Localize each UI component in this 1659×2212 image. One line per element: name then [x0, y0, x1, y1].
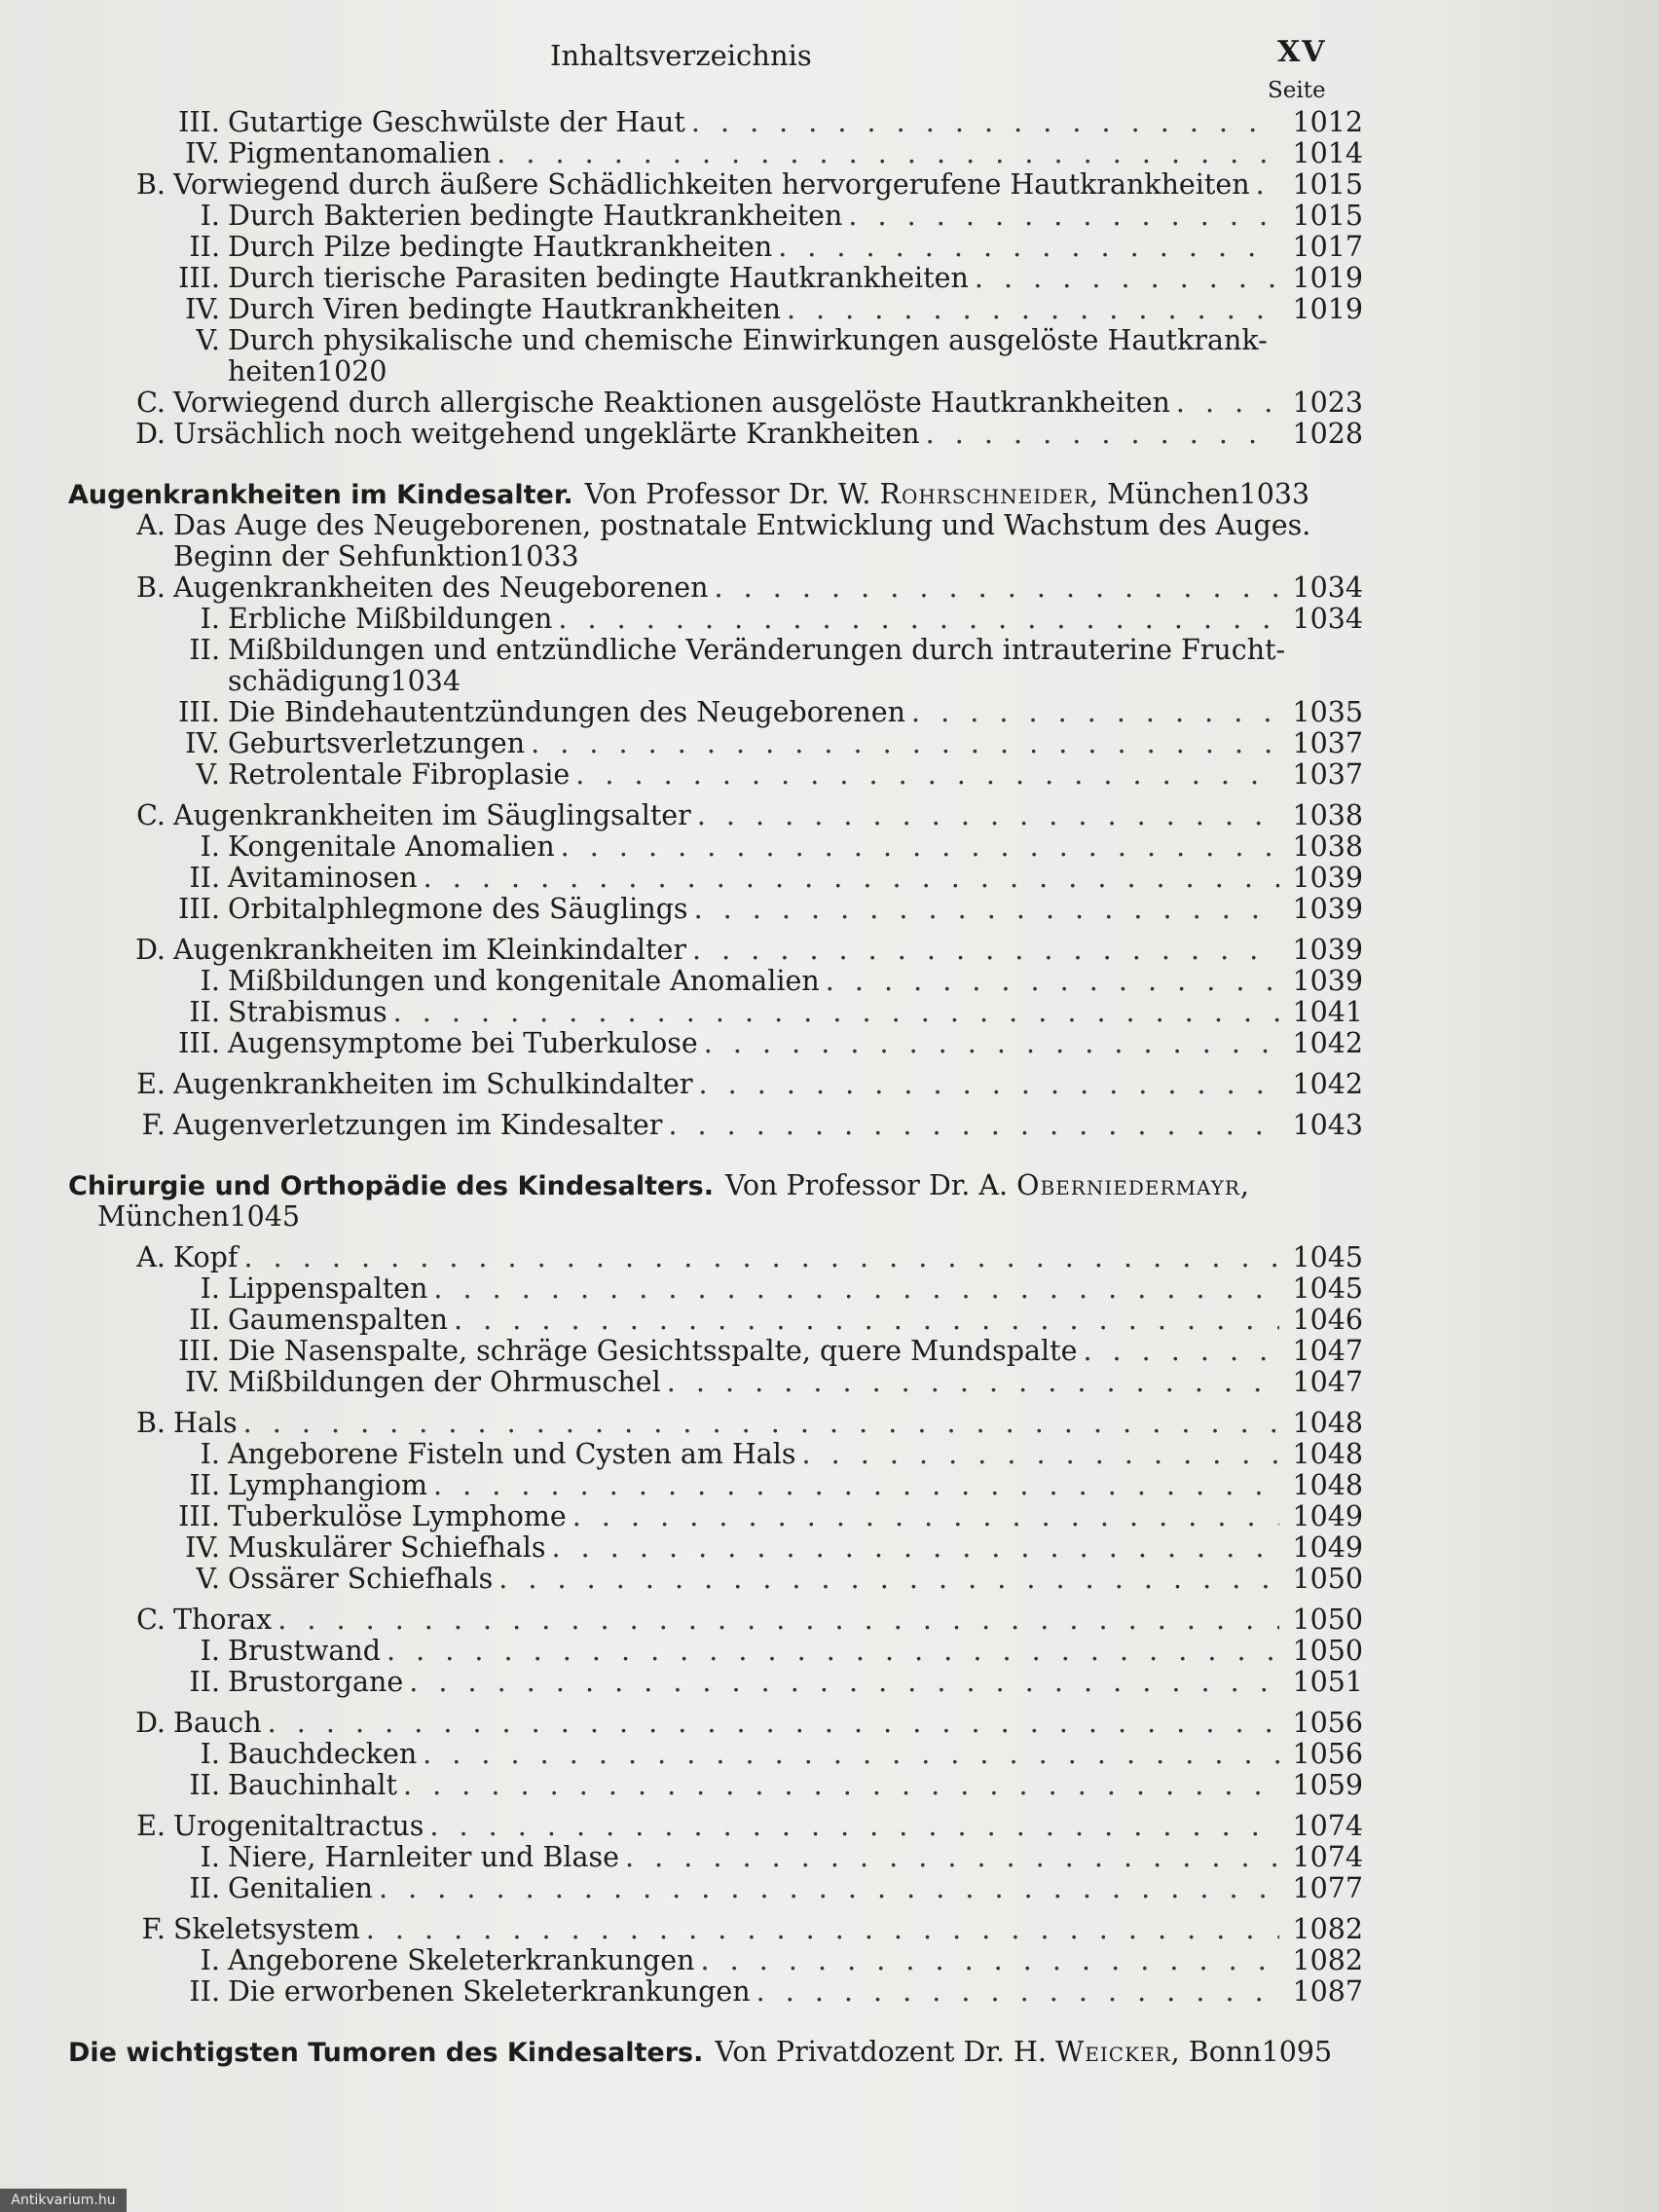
entry-page: 1048 — [1292, 1407, 1363, 1439]
entry-title: Augenkrankheiten im Schulkindalter — [173, 1068, 693, 1100]
toc-entry — [68, 1532, 1363, 1564]
chapter-title: Chirurgie und Orthopädie des Kindesalters. — [68, 1171, 714, 1201]
entry-page: 1019 — [1292, 262, 1363, 294]
toc-entry — [68, 1470, 1363, 1501]
entry-title: Bauchdecken — [228, 1738, 418, 1770]
entry-title: Brustwand — [228, 1635, 381, 1667]
entry-page: 1042 — [1292, 1068, 1363, 1100]
entry-title: Strabismus — [228, 996, 387, 1028]
toc-entry — [68, 1069, 1363, 1100]
entry-title: Muskulärer Schiefhals — [228, 1531, 546, 1564]
chapter-title: Die wichtigsten Tumoren des Kindesalters. — [68, 2038, 704, 2068]
chapter-tumoren — [68, 2037, 1363, 2068]
toc-entry-continuation: Beginn der Sehfunktion 1033 — [173, 540, 579, 572]
entry-number: III. — [178, 1027, 220, 1059]
toc-entry — [68, 1604, 1363, 1636]
toc-entry-continuation: schädigung 1034 — [228, 665, 461, 697]
toc-entry — [68, 1945, 1363, 1976]
entry-title: Ossärer Schiefhals — [228, 1563, 494, 1595]
entry-title: Niere, Harnleiter und Blase — [228, 1841, 620, 1873]
entry-page: 1039 — [1292, 862, 1363, 894]
entry-page: 1082 — [1292, 1944, 1363, 1976]
entry-page: 1051 — [1292, 1666, 1363, 1698]
entry-title: Hals — [173, 1407, 238, 1439]
toc-entry — [68, 966, 1363, 997]
table-of-contents — [68, 107, 1363, 2068]
entry-title: Die erworbenen Skeleterkrankungen — [228, 1975, 751, 2008]
entry-number: IV. — [185, 137, 220, 169]
entry-number: II. — [189, 1469, 220, 1501]
entry-number: B. — [135, 571, 166, 604]
toc-entry — [68, 935, 1363, 966]
toc-entry — [68, 294, 1363, 325]
entry-page: 1059 — [1292, 1769, 1363, 1801]
toc-entry — [68, 1305, 1363, 1336]
entry-number: V. — [196, 1563, 220, 1595]
entry-number: F. — [141, 1913, 166, 1945]
entry-number: II. — [189, 1304, 220, 1336]
entry-number: C. — [136, 387, 166, 419]
toc-entry — [68, 1367, 1363, 1398]
entry-number: A. — [136, 509, 166, 541]
entry-number: IV. — [185, 293, 220, 325]
entry-page: 1037 — [1292, 727, 1363, 759]
entry-number: C. — [136, 799, 166, 831]
toc-entry — [68, 169, 1363, 201]
entry-number: II. — [189, 1872, 220, 1904]
toc-entry — [68, 1976, 1363, 2008]
entry-number: II. — [189, 862, 220, 894]
toc-entry-continuation: heiten 1020 — [228, 355, 387, 387]
entry-title: Durch Viren bedingte Hautkrankheiten — [228, 293, 781, 325]
toc-entry — [68, 894, 1363, 925]
entry-number: F. — [141, 1109, 166, 1141]
entry-number: I. — [200, 965, 220, 997]
entry-number: D. — [135, 934, 166, 966]
toc-entry — [68, 1408, 1363, 1439]
entry-page: 1050 — [1292, 1604, 1363, 1636]
entry-title: Thorax — [173, 1604, 273, 1636]
toc-entry — [68, 263, 1363, 294]
entry-page: 1049 — [1292, 1500, 1363, 1532]
toc-entry — [68, 831, 1363, 863]
entry-title: Angeborene Skeleterkrankungen — [228, 1944, 695, 1976]
entry-title: Gaumenspalten — [228, 1304, 449, 1336]
chapter-author: Von Professor Dr. W. Rohrschneider, München — [584, 478, 1239, 510]
entry-title: Genitalien — [228, 1872, 373, 1904]
entry-page: 1023 — [1292, 387, 1363, 419]
toc-entry — [68, 1439, 1363, 1470]
entry-page: 1082 — [1292, 1913, 1363, 1945]
entry-page: 1046 — [1292, 1304, 1363, 1336]
entry-title: Das Auge des Neugeborenen, postnatale Entwicklung und Wachstum des Auges. — [173, 509, 1311, 541]
entry-title: Die Bindehautentzündungen des Neugeborenen — [228, 696, 905, 728]
entry-title: Lymphangiom — [228, 1469, 428, 1501]
toc-entry — [68, 387, 1363, 419]
toc-entry — [68, 1811, 1363, 1842]
toc-entry — [68, 1110, 1363, 1141]
toc-entry — [68, 1667, 1363, 1698]
entry-number: III. — [178, 893, 220, 925]
entry-number: II. — [189, 1769, 220, 1801]
page-header — [0, 35, 1659, 74]
entry-number: I. — [200, 830, 220, 863]
entry-title: Urogenitaltractus — [173, 1810, 424, 1842]
entry-title: Augensymptome bei Tuberkulose — [228, 1027, 698, 1059]
entry-page: 1043 — [1292, 1109, 1363, 1141]
toc-entry — [68, 1708, 1363, 1739]
entry-page: 1045 — [1292, 1272, 1363, 1305]
entry-number: IV. — [185, 1531, 220, 1564]
entry-page: 1017 — [1292, 231, 1363, 263]
toc-entry — [68, 728, 1363, 759]
entry-number: III. — [178, 1335, 220, 1367]
entry-number: A. — [136, 1241, 166, 1273]
entry-title: Pigmentanomalien — [228, 137, 492, 169]
entry-title: Brustorgane — [228, 1666, 404, 1698]
toc-entry — [68, 1636, 1363, 1667]
entry-page: 1056 — [1292, 1707, 1363, 1739]
entry-page: 1037 — [1292, 758, 1363, 791]
entry-title: Durch Pilze bedingte Hautkrankheiten — [228, 231, 773, 263]
entry-page: 1074 — [1292, 1810, 1363, 1842]
chapter-title: Augenkrankheiten im Kindesalter. — [68, 480, 573, 510]
entry-number: D. — [135, 1707, 166, 1739]
toc-entry — [68, 201, 1363, 232]
entry-number: E. — [136, 1810, 166, 1842]
toc-entry — [68, 997, 1363, 1028]
entry-number: III. — [178, 1500, 220, 1532]
entry-page: 1033 — [508, 540, 579, 572]
entry-number: I. — [200, 1635, 220, 1667]
entry-title: Erbliche Mißbildungen — [228, 603, 553, 635]
toc-entry — [68, 759, 1363, 791]
toc-entry — [68, 1273, 1363, 1305]
entry-page: 1012 — [1292, 106, 1363, 138]
entry-number: II. — [189, 231, 220, 263]
entry-title: Durch tierische Parasiten bedingte Hautkrankheiten — [228, 262, 969, 294]
toc-entry — [68, 107, 1363, 138]
toc-entry — [68, 325, 1363, 356]
entry-title: Gutartige Geschwülste der Haut — [228, 106, 685, 138]
entry-page: 1038 — [1292, 799, 1363, 831]
entry-title: Augenkrankheiten im Kleinkindalter — [173, 934, 686, 966]
entry-page: 1048 — [1292, 1438, 1363, 1470]
entry-number: B. — [135, 1407, 166, 1439]
page-number: XV — [1277, 35, 1327, 69]
toc-entry — [68, 863, 1363, 894]
entry-title: Augenkrankheiten im Säuglingsalter — [173, 799, 691, 831]
entry-page: 1020 — [316, 355, 387, 387]
entry-title: Durch Bakterien bedingte Hautkrankheiten — [228, 200, 843, 232]
entry-title: Ursächlich noch weitgehend ungeklärte Krankheiten — [173, 418, 920, 450]
entry-number: V. — [196, 324, 220, 356]
entry-number: IV. — [185, 727, 220, 759]
entry-title: Geburtsverletzungen — [228, 727, 526, 759]
entry-number: E. — [136, 1068, 166, 1100]
toc-entry — [68, 1873, 1363, 1904]
toc-entry — [68, 138, 1363, 169]
entry-number: I. — [200, 603, 220, 635]
entry-page: 1047 — [1292, 1335, 1363, 1367]
toc-entry — [68, 1739, 1363, 1770]
entry-title: Kongenitale Anomalien — [228, 830, 555, 863]
entry-page: 1015 — [1292, 168, 1363, 201]
entry-title: Mißbildungen und kongenitale Anomalien — [228, 965, 820, 997]
entry-title: Durch physikalische und chemische Einwirkungen ausgelöste Hautkrank- — [228, 324, 1268, 356]
entry-page: 1074 — [1292, 1841, 1363, 1873]
entry-number: C. — [136, 1604, 166, 1636]
entry-title: Kopf — [173, 1241, 239, 1273]
entry-page: 1049 — [1292, 1531, 1363, 1564]
entry-title: Skeletsystem — [173, 1913, 360, 1945]
toc-entry — [68, 1336, 1363, 1367]
entry-title: Vorwiegend durch äußere Schädlichkeiten hervorgerufene Hautkrankheiten — [173, 168, 1250, 201]
entry-title: Mißbildungen und entzündliche Veränderungen durch intrauterine Frucht- — [228, 634, 1286, 666]
entry-page: 1014 — [1292, 137, 1363, 169]
entry-number: II. — [189, 1975, 220, 2008]
entry-number: III. — [178, 696, 220, 728]
entry-title: Angeborene Fisteln und Cysten am Hals — [228, 1438, 796, 1470]
toc-entry — [68, 604, 1363, 635]
entry-page: 1019 — [1292, 293, 1363, 325]
entry-page: 1050 — [1292, 1563, 1363, 1595]
entry-title: Bauchinhalt — [228, 1769, 397, 1801]
toc-entry — [68, 697, 1363, 728]
toc-entry — [68, 1564, 1363, 1595]
entry-number: III. — [178, 262, 220, 294]
entry-page: 1087 — [1292, 1975, 1363, 2008]
entry-title: Bauch — [173, 1707, 262, 1739]
entry-title: Augenverletzungen im Kindesalter — [173, 1109, 663, 1141]
entry-page: 1048 — [1292, 1469, 1363, 1501]
entry-title: Orbitalphlegmone des Säuglings — [228, 893, 688, 925]
entry-page: 1039 — [1292, 893, 1363, 925]
toc-entry — [68, 1501, 1363, 1532]
toc-section-haut — [68, 107, 1363, 450]
entry-title: Avitaminosen — [228, 862, 418, 894]
toc-entry — [68, 1242, 1363, 1273]
entry-page: 1041 — [1292, 996, 1363, 1028]
entry-page: 1077 — [1292, 1872, 1363, 1904]
entry-number: I. — [200, 1944, 220, 1976]
watermark: Antikvarium.hu — [0, 2189, 127, 2212]
entry-number: I. — [200, 200, 220, 232]
toc-entry — [68, 1028, 1363, 1059]
entry-page: 1050 — [1292, 1635, 1363, 1667]
toc-entry — [68, 1842, 1363, 1873]
chapter-page: 1033 — [1238, 478, 1310, 510]
entry-title: Die Nasenspalte, schräge Gesichtsspalte, quere Mundspalte — [228, 1335, 1078, 1367]
entry-number: III. — [178, 106, 220, 138]
running-title: Inhaltsverzeichnis — [550, 39, 812, 72]
chapter-continuation: München 1045 — [97, 1200, 300, 1233]
entry-number: D. — [135, 418, 166, 450]
entry-number: I. — [200, 1438, 220, 1470]
toc-section-augen — [68, 510, 1363, 1141]
toc-entry — [68, 635, 1363, 666]
entry-page: 1034 — [1292, 603, 1363, 635]
entry-title: Retrolentale Fibroplasie — [228, 758, 571, 791]
entry-page: 1056 — [1292, 1738, 1363, 1770]
toc-entry — [68, 232, 1363, 263]
entry-title: Lippenspalten — [228, 1272, 428, 1305]
entry-number: I. — [200, 1272, 220, 1305]
entry-page: 1015 — [1292, 200, 1363, 232]
toc-entry — [68, 510, 1363, 541]
toc-section-chirurgie — [68, 1233, 1363, 2008]
entry-page: 1034 — [389, 665, 461, 697]
entry-page: 1035 — [1292, 696, 1363, 728]
chapter-page: 1095 — [1261, 2036, 1333, 2068]
entry-page: 1047 — [1292, 1366, 1363, 1398]
entry-number: I. — [200, 1738, 220, 1770]
toc-entry — [68, 1914, 1363, 1945]
toc-entry — [68, 419, 1363, 450]
entry-number: II. — [189, 1666, 220, 1698]
toc-entry — [68, 572, 1363, 604]
entry-page: 1039 — [1292, 934, 1363, 966]
entry-page: 1045 — [1292, 1241, 1363, 1273]
entry-page: 1034 — [1292, 571, 1363, 604]
entry-title: Augenkrankheiten des Neugeborenen — [173, 571, 709, 604]
seite-label: Seite — [1268, 78, 1326, 103]
entry-title: Mißbildungen der Ohrmuschel — [228, 1366, 661, 1398]
entry-number: II. — [189, 634, 220, 666]
chapter-author: Von Professor Dr. A. Oberniedermayr, — [724, 1169, 1249, 1201]
toc-entry — [68, 800, 1363, 831]
entry-page: 1028 — [1292, 418, 1363, 450]
entry-page: 1042 — [1292, 1027, 1363, 1059]
entry-number: I. — [200, 1841, 220, 1873]
entry-number: V. — [196, 758, 220, 791]
entry-number: II. — [189, 996, 220, 1028]
entry-number: B. — [135, 168, 166, 201]
chapter-author: Von Privatdozent Dr. H. Weicker, Bonn — [715, 2036, 1262, 2068]
toc-entry — [68, 1770, 1363, 1801]
entry-title: Vorwiegend durch allergische Reaktionen ausgelöste Hautkrankheiten — [173, 387, 1170, 419]
entry-page: 1038 — [1292, 830, 1363, 863]
entry-title: Tuberkulöse Lymphome — [228, 1500, 567, 1532]
chapter-chirurgie — [68, 1170, 1363, 1201]
entry-number: IV. — [185, 1366, 220, 1398]
chapter-augen — [68, 479, 1363, 510]
entry-page: 1039 — [1292, 965, 1363, 997]
